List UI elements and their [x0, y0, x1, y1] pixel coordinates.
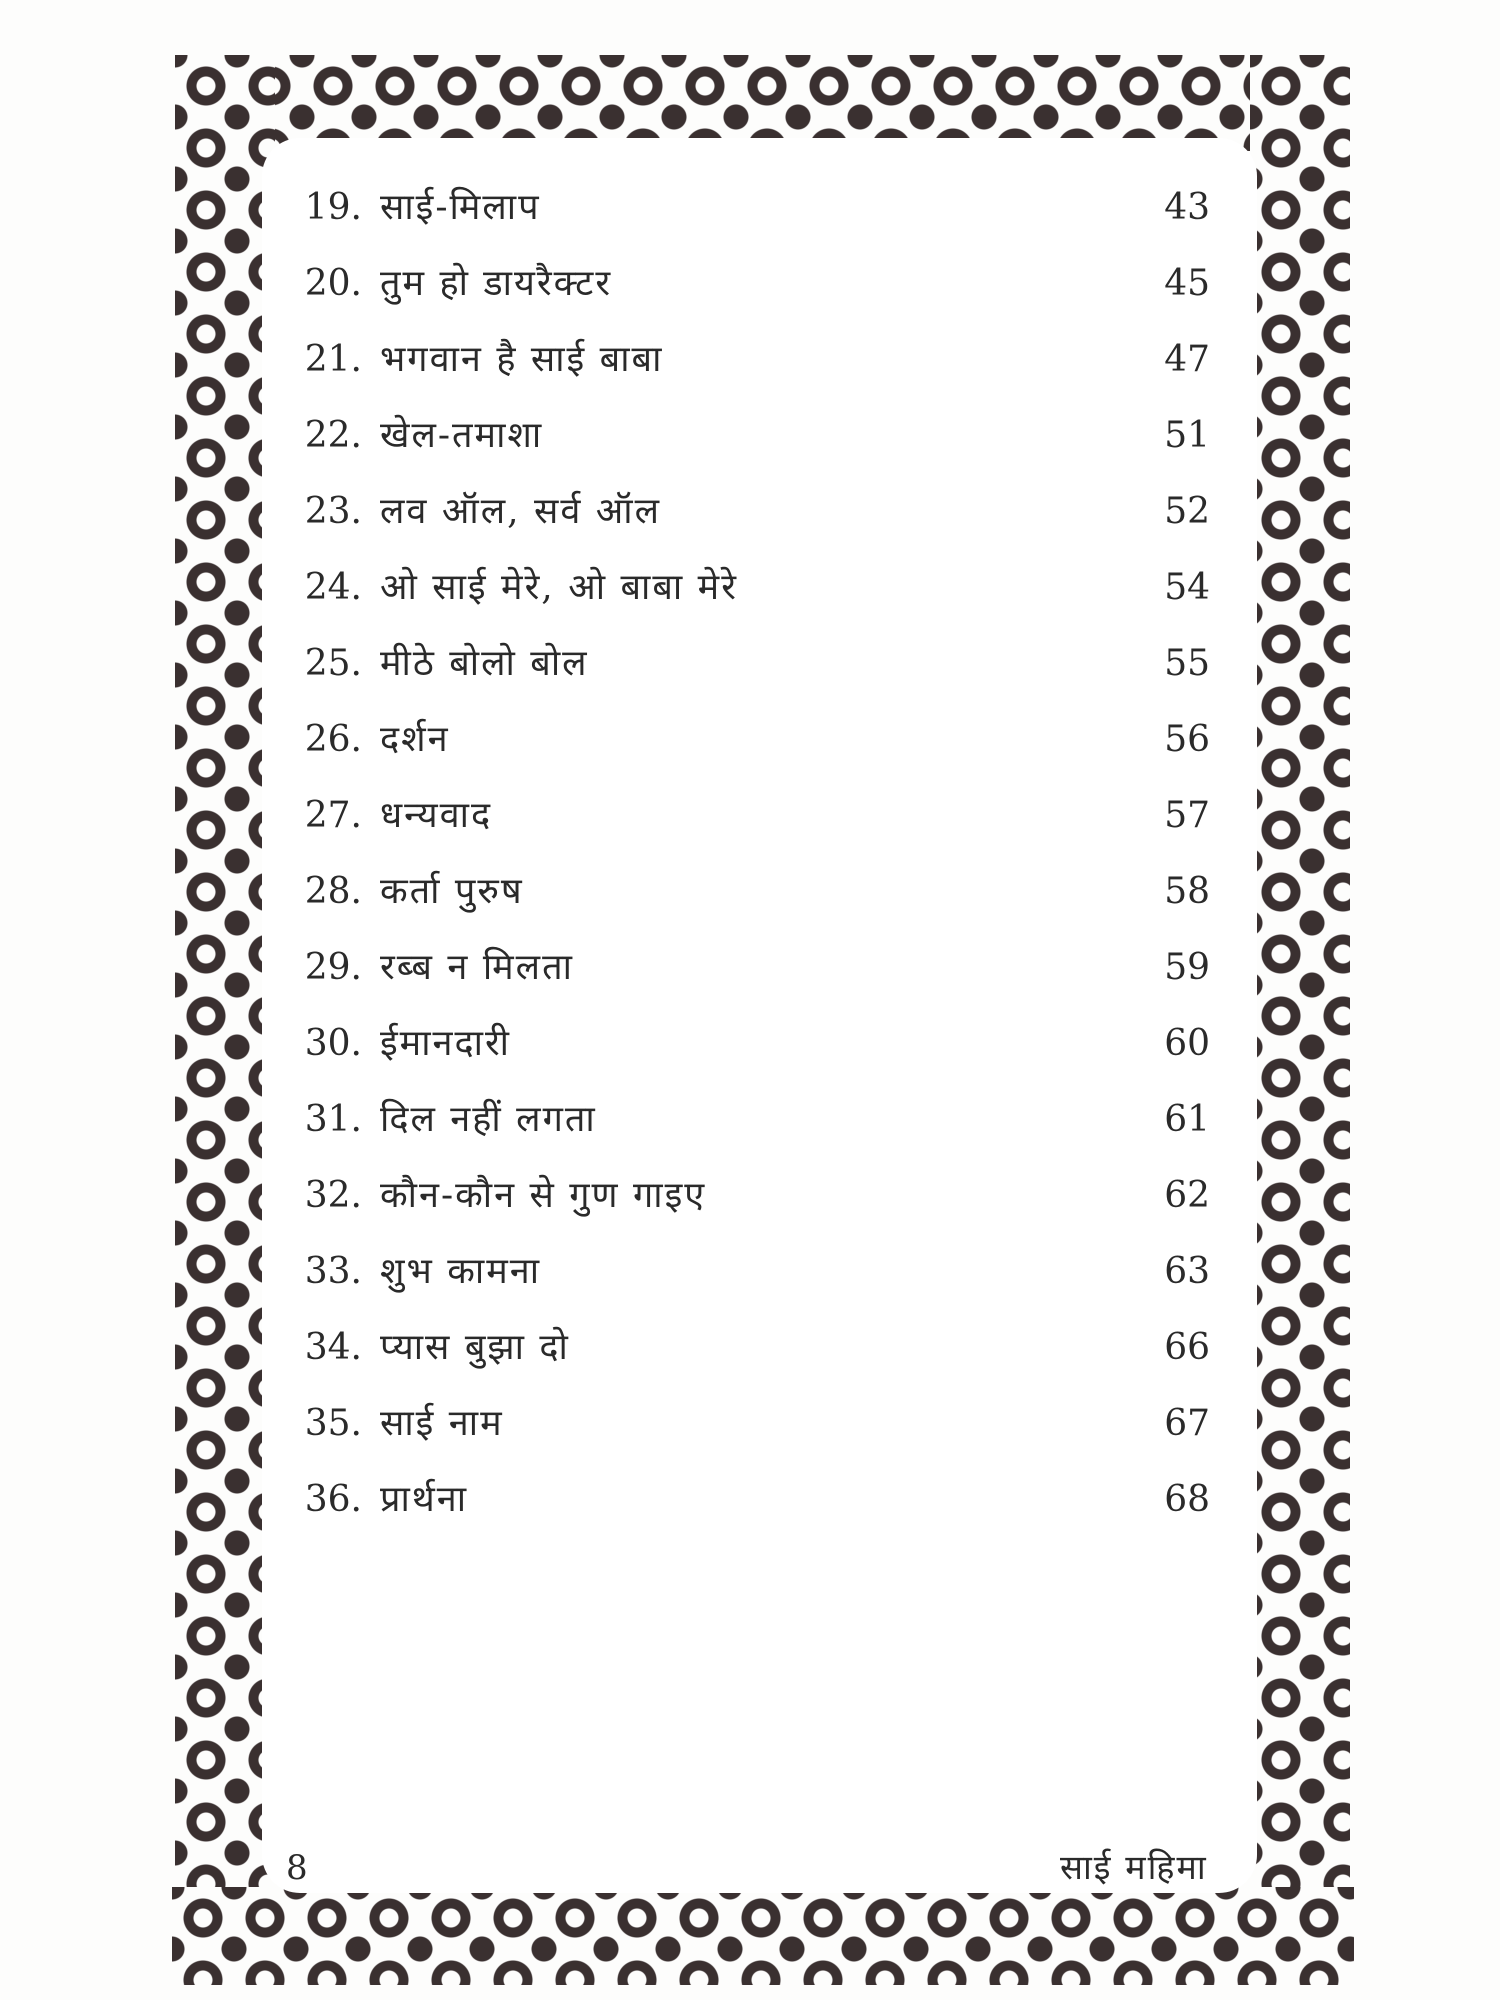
entry-page: 58 [1164, 871, 1210, 912]
entry-title: ओ साई मेरे, ओ बाबा मेरे [380, 567, 738, 608]
entry-number: 30. [304, 1023, 362, 1064]
toc-entry [292, 1014, 1210, 1074]
toc-entry [292, 178, 1210, 238]
toc-entry [292, 1090, 1210, 1150]
toc-entry [292, 1394, 1210, 1454]
toc-entry [292, 938, 1210, 998]
entry-number: 23. [304, 491, 362, 532]
entry-title: मीठे बोलो बोल [380, 643, 589, 684]
entry-number: 21. [304, 339, 362, 380]
entry-number: 31. [304, 1099, 362, 1140]
toc-entry [292, 1470, 1210, 1530]
entry-page: 51 [1164, 415, 1210, 456]
entry-number: 28. [304, 871, 362, 912]
entry-page: 59 [1164, 947, 1210, 988]
entry-page: 66 [1164, 1327, 1210, 1368]
ornamental-border-top [178, 55, 1348, 151]
entry-title: प्यास बुझा दो [380, 1327, 570, 1368]
entry-number: 32. [304, 1175, 362, 1216]
entry-page: 62 [1164, 1175, 1210, 1216]
entry-title: दर्शन [380, 719, 450, 760]
ornamental-border-left [175, 55, 275, 1985]
entry-page: 47 [1164, 339, 1210, 380]
entry-number: 34. [304, 1327, 362, 1368]
entry-title: दिल नहीं लगता [380, 1099, 597, 1140]
entry-title: लव ऑल, सर्व ऑल [380, 491, 662, 532]
entry-page: 57 [1164, 795, 1210, 836]
entry-number: 22. [304, 415, 362, 456]
entry-page: 60 [1164, 1023, 1210, 1064]
entry-title: प्रार्थना [380, 1479, 469, 1520]
entry-title: साई-मिलाप [380, 187, 541, 228]
ornamental-border-right [1250, 55, 1350, 1985]
entry-title: भगवान है साई बाबा [380, 339, 664, 380]
entry-page: 52 [1164, 491, 1210, 532]
toc-entry [292, 710, 1210, 770]
entry-page: 68 [1164, 1479, 1210, 1520]
entry-number: 25. [304, 643, 362, 684]
entry-title: तुम हो डायरैक्टर [380, 263, 613, 304]
entry-title: ईमानदारी [380, 1023, 511, 1064]
entry-number: 26. [304, 719, 362, 760]
toc-entry [292, 1318, 1210, 1378]
entry-number: 36. [304, 1479, 362, 1520]
footer-book-title: साई महिमा [1060, 1848, 1208, 1888]
entry-page: 43 [1164, 187, 1210, 228]
entry-number: 20. [304, 263, 362, 304]
footer-page-number: 8 [286, 1848, 308, 1888]
toc-entry [292, 254, 1210, 314]
entry-page: 61 [1164, 1099, 1210, 1140]
toc-entry [292, 634, 1210, 694]
entry-page: 45 [1164, 263, 1210, 304]
entry-number: 33. [304, 1251, 362, 1292]
toc-entry [292, 406, 1210, 466]
entry-title: शुभ कामना [380, 1251, 542, 1292]
entry-number: 27. [304, 795, 362, 836]
entry-title: रब्ब न मिलता [380, 947, 574, 988]
entry-page: 55 [1164, 643, 1210, 684]
entry-title: साई नाम [380, 1403, 504, 1444]
entry-number: 29. [304, 947, 362, 988]
toc-entry [292, 1166, 1210, 1226]
toc-entry [292, 482, 1210, 542]
entry-page: 63 [1164, 1251, 1210, 1292]
toc-entry [292, 786, 1210, 846]
entry-title: खेल-तमाशा [380, 415, 544, 456]
toc-entry [292, 862, 1210, 922]
entry-number: 19. [304, 187, 362, 228]
entry-page: 67 [1164, 1403, 1210, 1444]
entry-title: धन्यवाद [380, 795, 493, 836]
entry-title: कौन-कौन से गुण गाइए [380, 1175, 707, 1216]
entry-page: 54 [1164, 567, 1210, 608]
ornamental-border-bottom [172, 1887, 1354, 1985]
toc-entry [292, 558, 1210, 618]
toc-entry [292, 1242, 1210, 1302]
entry-page: 56 [1164, 719, 1210, 760]
entry-number: 24. [304, 567, 362, 608]
toc-entry [292, 330, 1210, 390]
entry-number: 35. [304, 1403, 362, 1444]
entry-title: कर्ता पुरुष [380, 871, 524, 912]
